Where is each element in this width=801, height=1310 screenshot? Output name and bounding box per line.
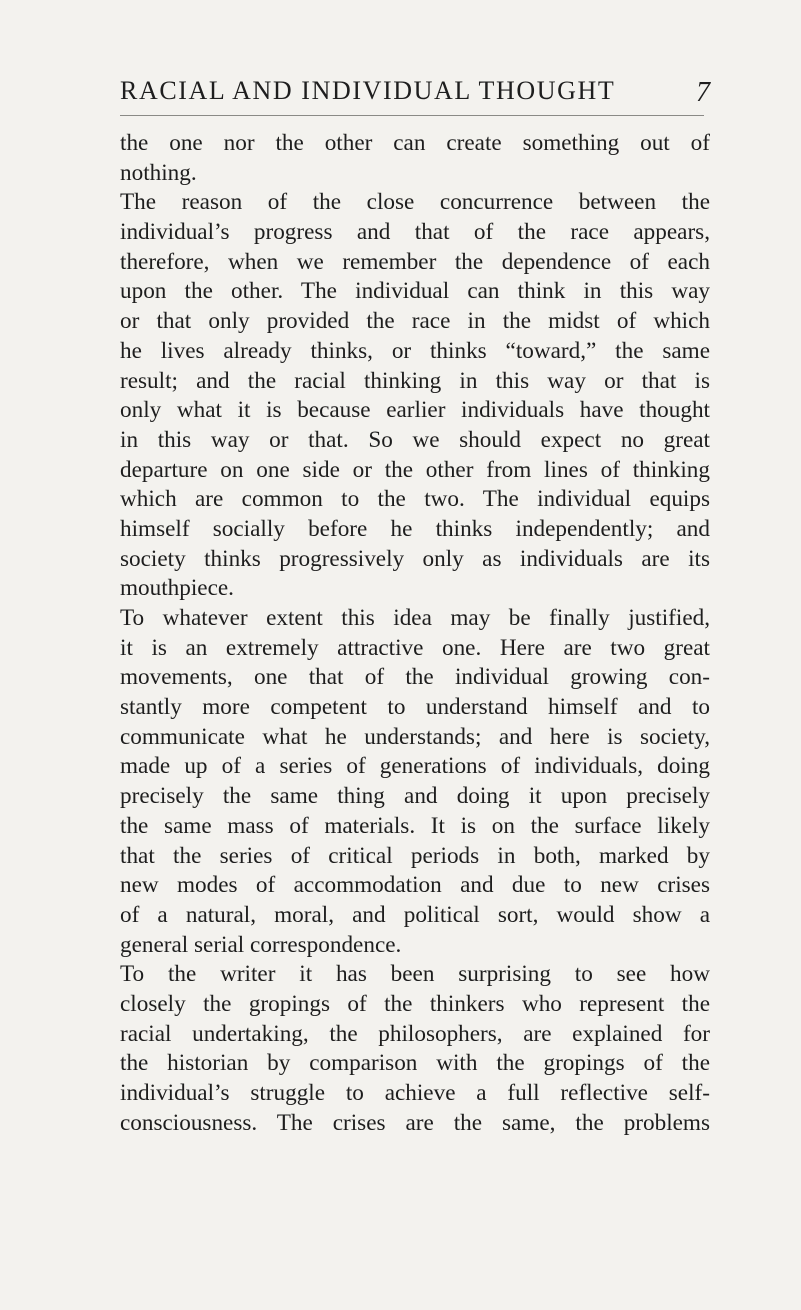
- text-line: nothing.: [120, 159, 197, 186]
- text-line: To the writer it has been surprising to see how: [120, 961, 710, 988]
- text-line: communicate what he understands; and here is society,: [120, 723, 710, 750]
- text-line: racial undertaking, the philosophers, are explained for: [120, 1020, 710, 1047]
- text-line: general serial correspondence.: [120, 931, 402, 958]
- text-line: himself socially before he thinks independently; and: [120, 515, 710, 542]
- text-line: departure on one side or the other from lines of thinking: [120, 456, 710, 483]
- body-text: [120, 129, 710, 1138]
- text-line: only what it is because earlier individuals have thought: [120, 397, 710, 424]
- text-line: movements, one that of the individual growing con-: [120, 664, 710, 691]
- text-line: which are common to the two. The individual equips: [120, 486, 710, 513]
- running-head-title: RACIAL AND INDIVIDUAL THOUGHT: [120, 76, 616, 105]
- text-line: that the series of critical periods in both, marked by: [120, 842, 710, 869]
- text-line: To whatever extent this idea may be finally justified,: [120, 605, 710, 631]
- text-line: in this way or that. So we should expect no great: [120, 426, 710, 453]
- running-head: [120, 75, 710, 115]
- text-line: new modes of accommodation and due to new crises: [120, 872, 710, 899]
- text-line: result; and the racial thinking in this way or that is: [120, 367, 710, 394]
- text-line: individual’s progress and that of the race appears,: [120, 219, 710, 246]
- text-line: or that only provided the race in the midst of which: [120, 308, 710, 335]
- text-line: individual’s struggle to achieve a full reflective self-: [120, 1080, 710, 1106]
- text-line: consciousness. The crises are the same, the problems: [120, 1109, 710, 1136]
- text-line: the same mass of materials. It is on the surface likely: [120, 812, 710, 839]
- text-line: society thinks progressively only as individuals are its: [120, 545, 710, 572]
- page-number: 7: [696, 77, 710, 108]
- text-line: closely the gropings of the thinkers who represent the: [120, 990, 710, 1017]
- text-line: therefore, when we remember the dependence of each: [120, 248, 710, 275]
- text-line: made up of a series of generations of individuals, doing: [120, 753, 710, 780]
- text-line: the one nor the other can create something out of: [120, 130, 710, 156]
- text-line: it is an extremely attractive one. Here are two great: [120, 634, 710, 661]
- text-line: upon the other. The individual can think in this way: [120, 278, 710, 305]
- text-line: stantly more competent to understand himself and to: [120, 694, 710, 721]
- text-line: The reason of the close concurrence between the: [120, 189, 710, 216]
- text-line: of a natural, moral, and political sort, would show a: [120, 901, 710, 928]
- text-line: mouthpiece.: [120, 575, 234, 602]
- text-line: precisely the same thing and doing it upon precisely: [120, 783, 710, 810]
- text-line: he lives already thinks, or thinks “toward,” the same: [120, 337, 710, 364]
- header-rule: [120, 115, 704, 116]
- text-line: the historian by comparison with the gropings of the: [120, 1050, 710, 1077]
